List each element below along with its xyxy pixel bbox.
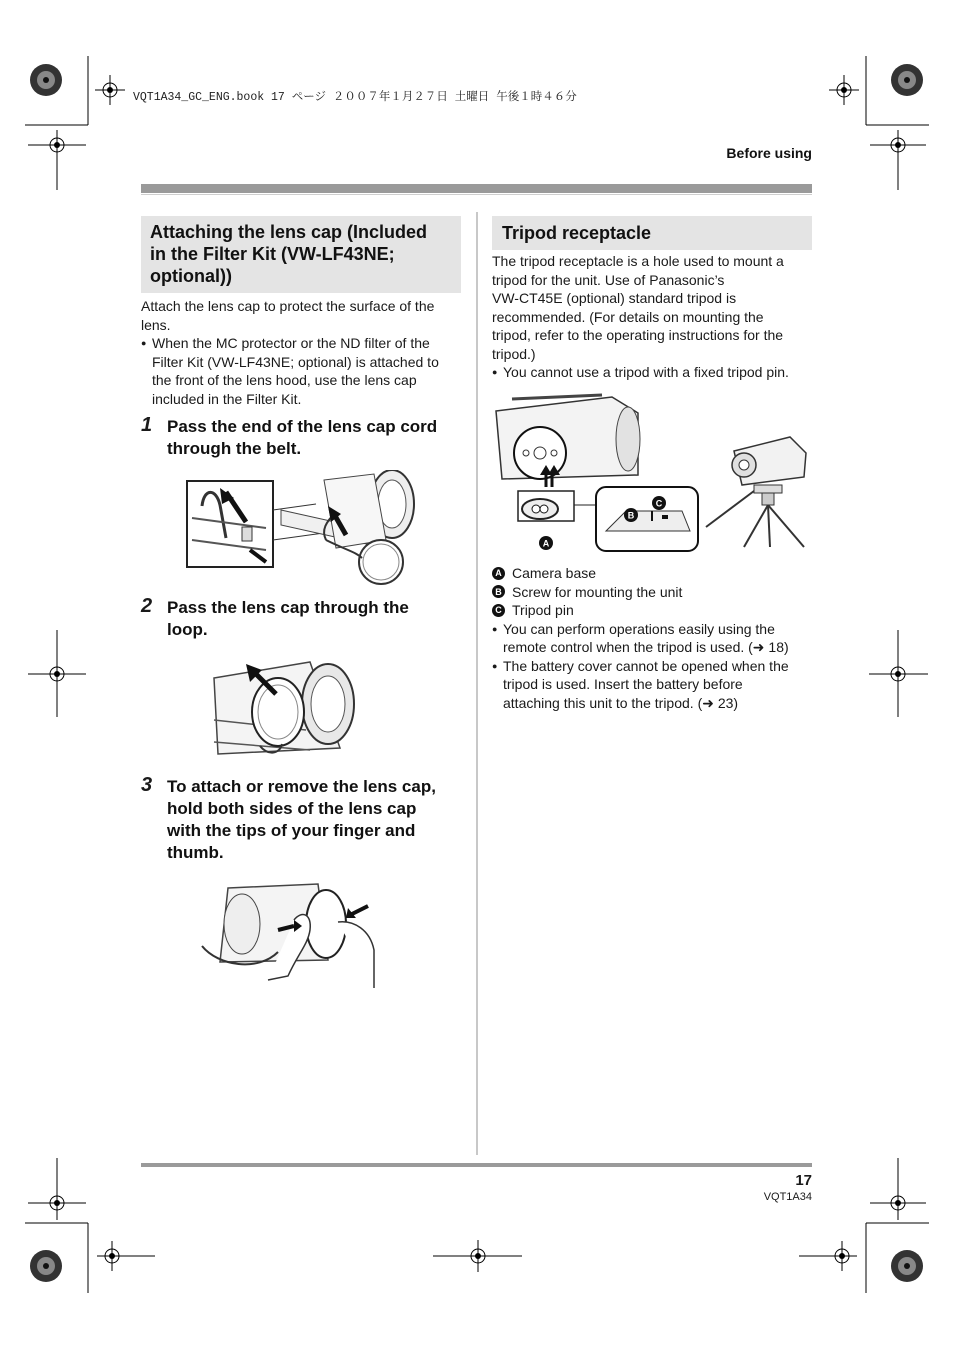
header-rule — [141, 184, 812, 193]
tripod-heading: Tripod receptacle — [492, 216, 812, 250]
text-line: Pass the end of the lens cap cord — [167, 417, 438, 436]
callout-tripod-pin — [492, 601, 814, 620]
text-line: Pass the lens cap through the — [167, 598, 409, 617]
callout-camera-base — [492, 564, 814, 583]
crop-mark-top-right — [814, 0, 954, 200]
svg-text:A: A — [542, 538, 550, 549]
model-code: VQT1A34 — [763, 1191, 812, 1203]
step-2-number: 2 — [141, 595, 153, 617]
crop-mark-top-left — [0, 0, 140, 200]
callout-badge: C — [492, 604, 505, 617]
text-line: Filter Kit (VW-LF43NE; optional) is attached to — [152, 353, 439, 370]
text-line: the front of the lens hood, use the lens cap — [152, 372, 417, 388]
text-line: ● You cannot use a tripod with a fixed tripod pin. — [503, 364, 789, 380]
text-line: thumb. — [167, 843, 224, 862]
tripod-illustration — [492, 393, 810, 555]
text-line: The tripod receptacle is a hole used to mount a — [492, 253, 784, 269]
step-3-illustration — [198, 880, 384, 990]
page-number: 17 — [795, 1172, 812, 1189]
text-line: Attach the lens cap to protect the surface of the — [141, 298, 435, 314]
text-line: remote control when the tripod is used. (➜ 18) — [503, 639, 789, 655]
svg-text:C: C — [655, 498, 663, 509]
text-line: tripod, refer to the operating instructions for the — [492, 327, 784, 343]
tripod-callouts — [492, 564, 814, 712]
text-line: tripod for the unit. Use of Panasonic’s — [492, 271, 725, 288]
lens-cap-intro — [141, 297, 463, 408]
text-line: lens. — [141, 316, 171, 333]
text-line: included in the Filter Kit. — [152, 390, 302, 407]
step-3-text — [167, 776, 467, 864]
crop-mark-bottom-left — [0, 1150, 160, 1348]
column-divider — [476, 212, 478, 1155]
step-1-illustration — [186, 470, 416, 588]
text-line: ● You can perform operations easily using the — [503, 620, 775, 637]
filter-kit-note — [141, 334, 463, 408]
svg-text:B: B — [627, 510, 635, 521]
text-line: VW-CT45E (optional) standard tripod is — [492, 290, 737, 306]
callout-label: Camera base — [512, 565, 597, 581]
heading-line: Attaching the lens cap (Included — [150, 222, 428, 242]
text-line: ● The battery cover cannot be opened when the — [503, 657, 789, 674]
callout-badge: A — [492, 567, 505, 580]
callout-label: Screw for mounting the unit — [512, 583, 683, 600]
print-header: VQT1A34_GC_ENG.book 17 ページ ２００７年１月２７日 土曜日 午後１時４６分 — [133, 91, 577, 104]
text-line: with the tips of your finger and — [167, 821, 416, 840]
text-line: through the belt. — [167, 439, 302, 458]
text-line: ● When the MC protector or the ND filter of the — [152, 335, 430, 351]
text-line: recommended. (For details on mounting the — [492, 308, 764, 325]
step-2-text — [167, 597, 467, 641]
text-line: hold both sides of the lens cap — [167, 799, 417, 818]
lens-cap-heading — [141, 216, 461, 293]
text-line: loop. — [167, 620, 208, 639]
step-3-number: 3 — [141, 774, 153, 796]
callout-label: Tripod pin — [512, 602, 574, 618]
crop-mark-bottom-right — [794, 1150, 954, 1348]
text-line: To attach or remove the lens cap, — [167, 777, 436, 796]
step-2-illustration — [210, 658, 358, 762]
callout-badge: B — [492, 585, 505, 598]
remote-control-note — [492, 620, 814, 657]
footer-rule — [141, 1163, 812, 1167]
heading-line: in the Filter Kit (VW-LF43NE; — [150, 244, 395, 264]
step-1-number: 1 — [141, 414, 153, 436]
crop-mark-mid-left — [20, 625, 100, 720]
fixed-pin-note — [492, 363, 814, 382]
battery-cover-note — [492, 657, 814, 713]
text-line: tripod.) — [492, 345, 536, 362]
section-label: Before using — [726, 145, 812, 161]
heading-line: optional)) — [150, 266, 232, 286]
text-line: attaching this unit to the tripod. (➜ 23) — [503, 694, 739, 711]
tripod-intro — [492, 252, 814, 382]
crop-mark-mid-right — [858, 625, 938, 720]
callout-mounting-screw — [492, 583, 814, 602]
crop-mark-bottom-center — [430, 1230, 525, 1290]
text-line: tripod is used. Insert the battery before — [503, 676, 743, 692]
step-1-text — [167, 416, 467, 460]
